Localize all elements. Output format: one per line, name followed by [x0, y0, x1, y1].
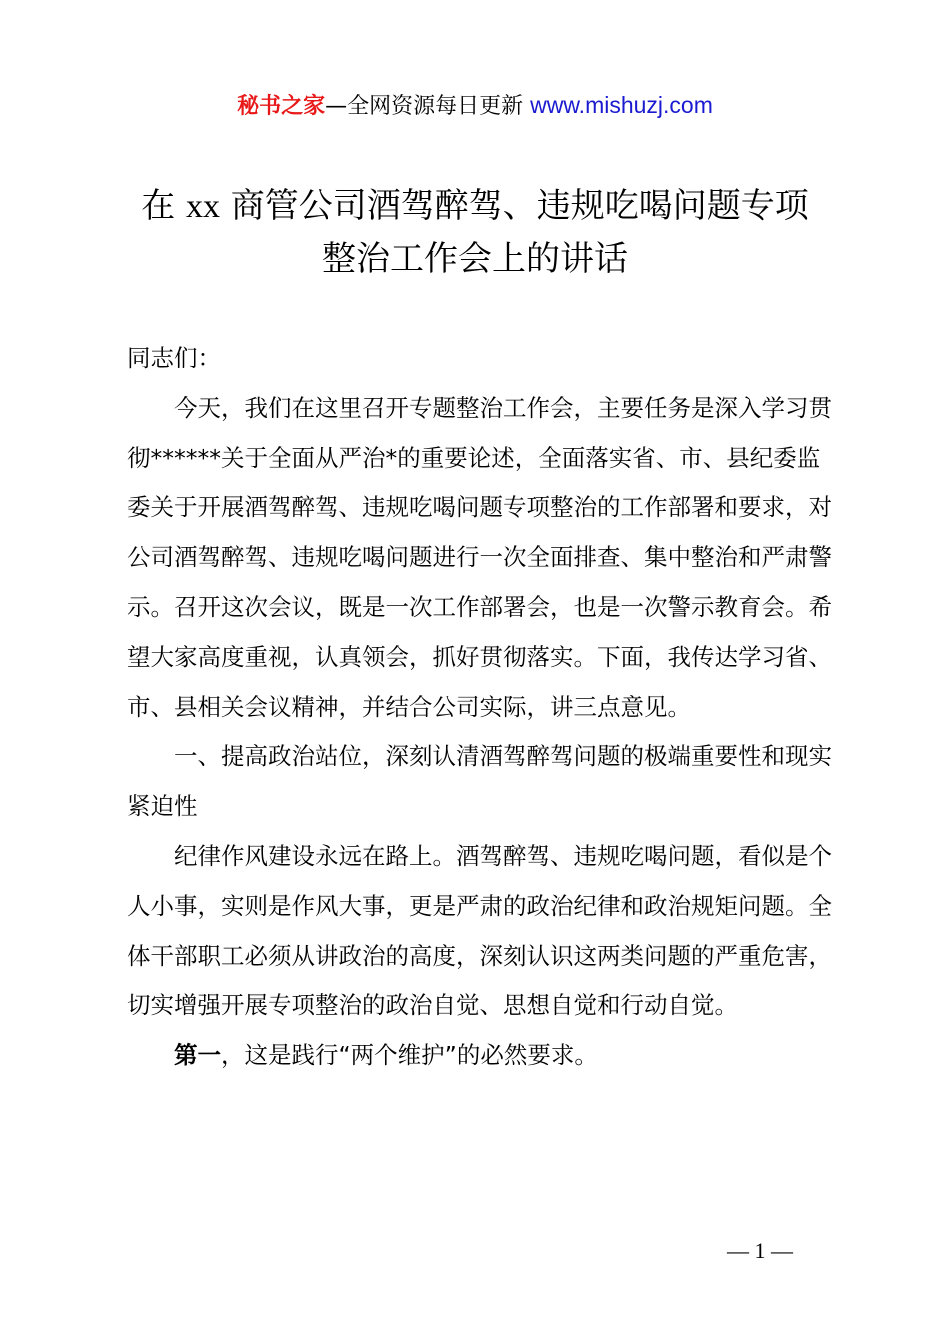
point-1-label: 第一 [174, 1041, 221, 1070]
title-suffix: 商管公司酒驾醉驾、违规吃喝问题专项 [220, 186, 809, 226]
site-header [0, 88, 950, 124]
document-title [100, 180, 850, 285]
section-heading-1: 一、提高政治站位，深刻认清酒驾醉驾问题的极端重要性和现实紧迫性 [127, 742, 832, 821]
point-1-text: ，这是践行“两个维护”的必然要求。 [221, 1041, 598, 1070]
point-1 [127, 1031, 839, 1081]
page-number: — 1 — [727, 1238, 793, 1263]
title-line-1 [100, 180, 850, 233]
paragraph-intro: 今天，我们在这里召开专题整治工作会，主要任务是深入学习贯彻******关于全面从严治*的重要论述，全面落实省、市、县纪委监委关于开展酒驾醉驾、违规吃喝问题专项整治的工作部署和要求，对公司酒驾醉驾、违规吃喝问题进行一次全面排查、集中整治和严肃警示。召开这次会议，既是一次工作部署会，也是一次警示教育会。希望大家高度重视，认真领会，抓好贯彻落实。下面，我传达学习省、市、县相关会议精神，并结合公司实际，讲三点意见。 [127, 393, 832, 721]
title-prefix: 在 [141, 186, 186, 226]
title-line-2: 整治工作会上的讲话 [322, 239, 628, 279]
brand-name: 秘书之家 [237, 94, 326, 119]
paragraph-discipline: 纪律作风建设永远在路上。酒驾醉驾、违规吃喝问题，看似是个人小事，实则是作风大事，更是严肃的政治纪律和政治规矩问题。全体干部职工必须从讲政治的高度，深刻认识这两类问题的严重危害，切实增强开展专项整治的政治自觉、思想自觉和行动自觉。 [127, 841, 832, 1020]
document-body [127, 334, 839, 1081]
header-tagline: —全网资源每日更新 [325, 94, 524, 119]
site-url-link[interactable]: www.mishuzj.com [530, 92, 713, 118]
salutation: 同志们： [127, 344, 221, 372]
title-company-placeholder: xx [186, 188, 220, 225]
